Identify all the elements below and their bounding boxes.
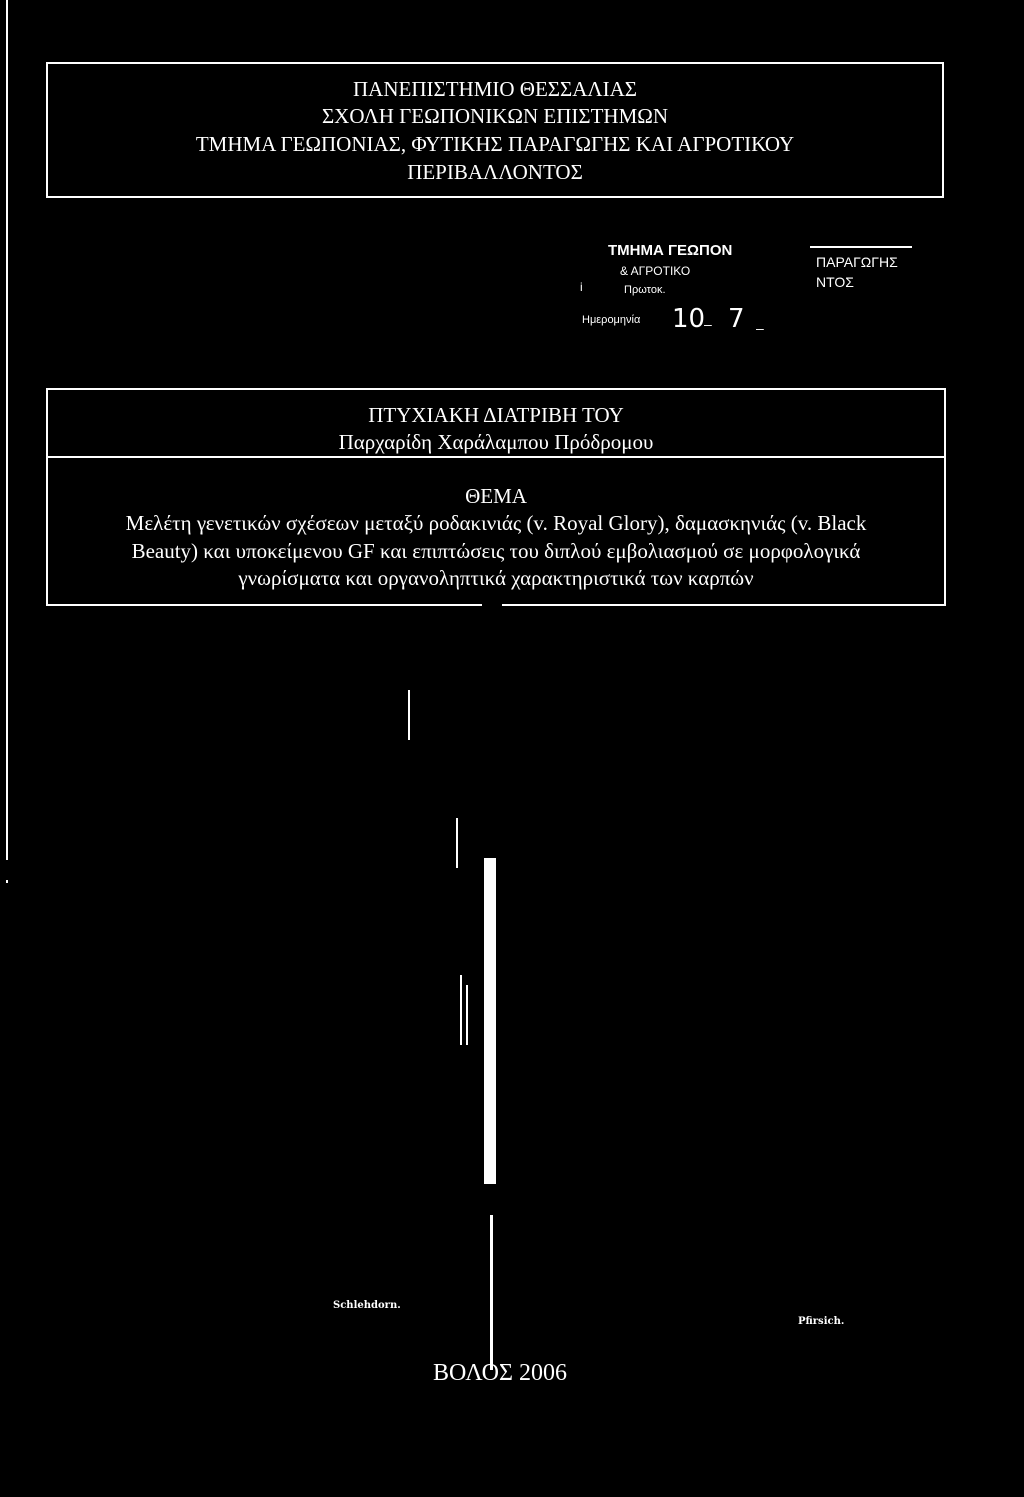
stamp-right1: ΠΑΡΑΓΩΓΗΣ: [816, 254, 898, 270]
university-name: ΠΑΝΕΠΙΣΤΗΜΙΟ ΘΕΣΣΑΛΙΑΣ: [353, 77, 637, 101]
thesis-title-line3: γνωρίσματα και οργανοληπτικά χαρακτηριστικά των καρπών: [238, 566, 754, 590]
stamp-rule: [810, 246, 912, 248]
topic-label: ΘΕΜΑ: [465, 484, 527, 508]
scan-artifact-line: [408, 690, 410, 740]
scan-artifact-line: [456, 818, 458, 868]
thesis-box: [46, 388, 946, 606]
institution-box: [46, 62, 944, 198]
thesis-box-bottom-left: [46, 604, 482, 606]
label-left: Schlehdorn.: [333, 1300, 401, 1311]
department-name-line2: ΠΕΡΙΒΑΛΛΟΝΤΟΣ: [407, 160, 583, 184]
stamp-dash1: –: [704, 316, 712, 332]
school-name: ΣΧΟΛΗ ΓΕΩΠΟΝΙΚΩΝ ΕΠΙΣΤΗΜΩΝ: [321, 104, 669, 128]
thesis-divider: [48, 456, 944, 458]
scan-artifact-bar: [484, 858, 496, 1184]
city-year: ΒΟΛΟΣ 2006: [433, 1360, 567, 1386]
label-right: Pfirsich.: [798, 1316, 845, 1327]
scan-artifact-line: [490, 1215, 493, 1370]
registry-stamp: [580, 236, 920, 346]
scan-artifact-line: [460, 975, 462, 1045]
scan-left-edge: [6, 0, 8, 860]
stamp-line2: & ΑΓΡΟΤΙΚΟ: [620, 264, 691, 278]
stamp-line4: Ημερομηνία: [582, 314, 641, 326]
stamp-date-day: 10: [672, 304, 706, 334]
department-name-line1: ΤΜΗΜΑ ΓΕΩΠΟΝΙΑΣ, ΦΥΤΙΚΗΣ ΠΑΡΑΓΩΓΗΣ ΚΑΙ ΑΓΡΟΤΙΚΟΥ: [195, 132, 795, 156]
thesis-author: Παρχαρίδη Χαράλαμπου Πρόδρομου: [338, 430, 654, 454]
stamp-date-month: 7: [728, 304, 745, 334]
scan-edge-mark: [6, 880, 8, 883]
stamp-bracket: i: [580, 280, 583, 294]
stamp-right2: ΝΤΟΣ: [816, 274, 854, 290]
stamp-line3: Πρωτοκ.: [624, 284, 666, 296]
stamp-dash2: –: [756, 320, 764, 336]
thesis-heading: ΠΤΥΧΙΑΚΗ ΔΙΑΤΡΙΒΗ ΤΟΥ: [368, 403, 624, 427]
thesis-title-line2: Beauty) και υποκείμενου GF και επιπτώσεις του διπλού εμβολιασμού σε μορφολογικά: [131, 539, 861, 563]
thesis-title-line1: Μελέτη γενετικών σχέσεων μεταξύ ροδακινιάς (v. Royal Glory), δαμασκηνιάς (v. Black: [125, 511, 867, 535]
scan-artifact-line: [466, 985, 468, 1045]
stamp-line1: ΤΜΗΜΑ ΓΕΩΠΟΝ: [608, 242, 733, 259]
thesis-box-bottom-right: [502, 604, 946, 606]
